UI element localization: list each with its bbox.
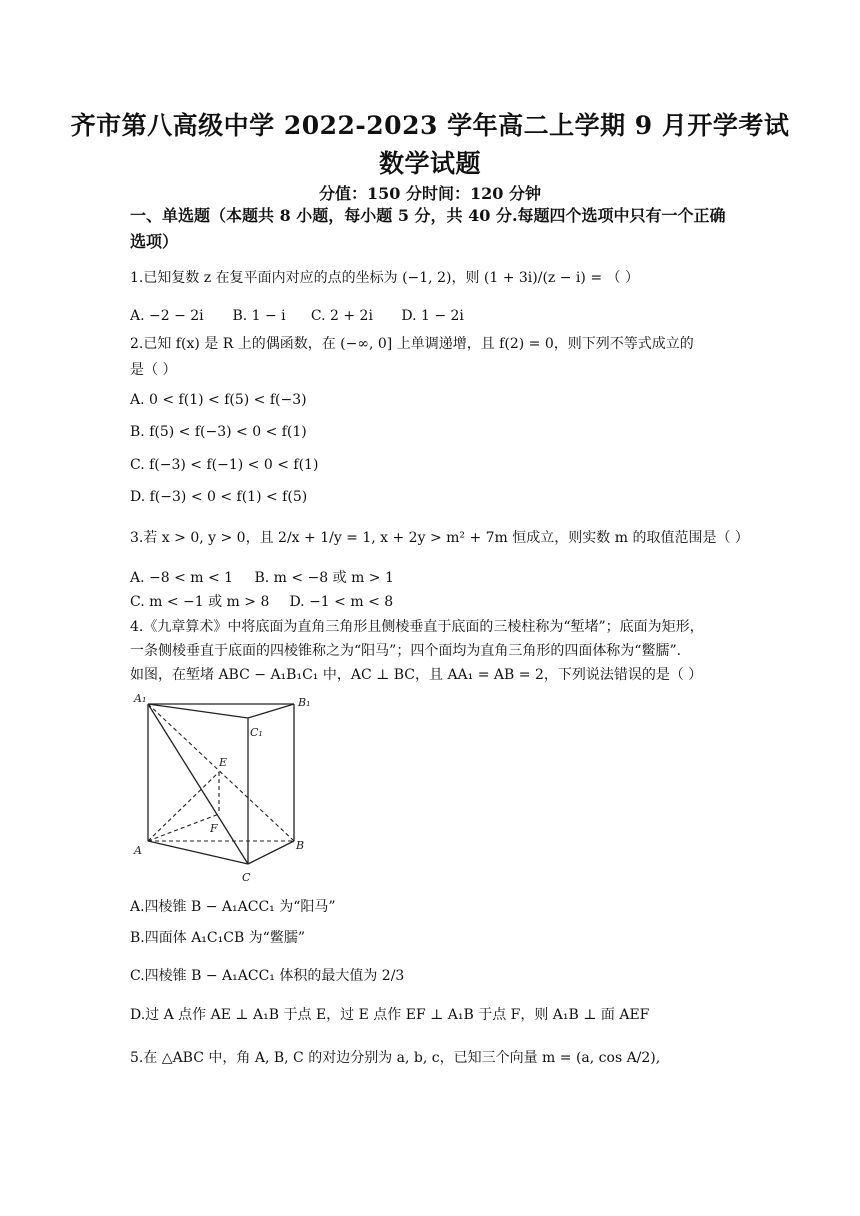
q4-stem-line1: 4.《九章算术》中将底面为直角三角形且侧棱垂直于底面的三棱柱称为“堑堵”；底面为矩形， <box>130 619 704 635</box>
exam-subject: 数学试题 <box>378 149 481 178</box>
q3-option-d: D. −1 < m < 8 <box>289 594 394 610</box>
q4-option-a: A.四棱锥 B − A₁ACC₁ 为“阳马” <box>130 899 336 915</box>
edge-c1b1 <box>248 704 294 718</box>
label-b1: B₁ <box>298 696 311 709</box>
q1-option-b: B. 1 − i <box>232 308 286 324</box>
q4-option-c: C.四棱锥 B − A₁ACC₁ 体积的最大值为 2/3 <box>130 968 405 984</box>
edge-a1c1 <box>148 704 248 718</box>
prism-figure <box>126 686 326 886</box>
label-a: A <box>134 844 142 857</box>
label-e: E <box>219 756 228 769</box>
edge-ac <box>148 841 248 864</box>
q2-option-c: C. f(−3) < f(−1) < 0 < f(1) <box>130 457 319 473</box>
segment-af <box>148 814 219 841</box>
label-f: F <box>210 822 218 835</box>
q3-stem: 3.若 x > 0, y > 0，且 2/x + 1/y = 1, x + 2y > m² + 7m 恒成立，则实数 m 的取值范围是（ ） <box>130 530 749 546</box>
exam-meta: 分值：150 分时间：120 分钟 <box>319 184 541 203</box>
q5-stem: 5.在 △ABC 中，角 A, B, C 的对边分别为 a, b, c，已知三个向量 m = (a, cos A/2), <box>130 1050 661 1066</box>
label-b: B <box>296 839 305 852</box>
q1-option-a: A. −2 − 2i <box>130 308 204 324</box>
q4-stem-line2: 一条侧棱垂直于底面的四棱锥称之为“阳马”；四个面均为直角三角形的四面体称为“鳖臑”. <box>130 643 682 659</box>
edge-a1c <box>148 704 248 864</box>
q2-stem-line1: 2.已知 f(x) 是 R 上的偶函数，在 (−∞, 0] 上单调递增，且 f(2) = 0，则下列不等式成立的 <box>130 336 694 352</box>
q2-option-b: B. f(5) < f(−3) < 0 < f(1) <box>130 424 307 440</box>
q1-option-d: D. 1 − 2i <box>401 308 464 324</box>
q3-options-row1 <box>130 568 394 588</box>
q4-option-b: B.四面体 A₁C₁CB 为“鳖臑” <box>130 930 305 946</box>
q1-stem: 1.已知复数 z 在复平面内对应的点的坐标为 (−1, 2)，则 (1 + 3i)/(z − i) = （ ） <box>130 270 639 286</box>
label-c: C <box>242 871 251 884</box>
exam-title: 齐市第八高级中学 2022-2023 学年高二上学期 9 月开学考试 <box>70 111 790 140</box>
q2-stem-line2: 是（ ） <box>130 362 177 378</box>
segment-ae <box>148 772 219 841</box>
edge-cb <box>248 841 294 864</box>
q3-option-a: A. −8 < m < 1 <box>130 570 234 586</box>
q3-option-b: B. m < −8 或 m > 1 <box>254 570 394 586</box>
q1-options <box>130 306 464 326</box>
q3-options-row2 <box>130 592 393 612</box>
label-a1: A₁ <box>134 692 147 705</box>
q4-stem-line3: 如图，在堑堵 ABC − A₁B₁C₁ 中，AC ⊥ BC，且 AA₁ = AB = 2，下列说法错误的是（ ） <box>130 667 703 683</box>
section-heading: 一、单选题（本题共 8 小题，每小题 5 分，共 40 分.每题四个选项中只有一个正确选项） <box>130 206 726 251</box>
q4-option-d: D.过 A 点作 AE ⊥ A₁B 于点 E，过 E 点作 EF ⊥ A₁B 于点 F，则 A₁B ⊥ 面 AEF <box>130 1007 650 1023</box>
q2-option-a: A. 0 < f(1) < f(5) < f(−3) <box>130 392 307 408</box>
q1-option-c: C. 2 + 2i <box>310 308 373 324</box>
q2-option-d: D. f(−3) < 0 < f(1) < f(5) <box>130 489 308 505</box>
q3-option-c: C. m < −1 或 m > 8 <box>130 594 270 610</box>
label-c1: C₁ <box>250 726 263 739</box>
